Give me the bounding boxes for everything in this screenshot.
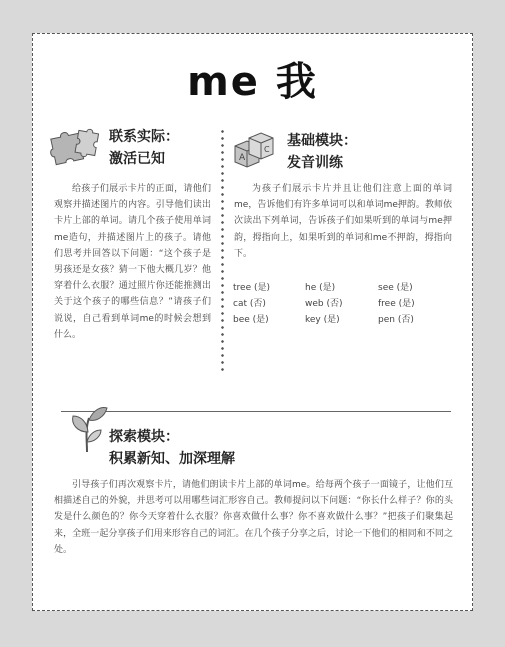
section-divider <box>61 411 451 412</box>
left-section-title <box>109 126 179 170</box>
left-title-line1: 联系实际： <box>109 129 179 145</box>
worksheet-page <box>32 33 473 611</box>
word-item: see (是) <box>378 283 413 293</box>
right-title-line2: 发音训练 <box>287 155 343 171</box>
word-item: cat (否) <box>233 299 266 309</box>
left-title-line2: 激活已知 <box>109 151 165 167</box>
abc-blocks-icon <box>231 130 277 170</box>
word-item: he (是) <box>305 283 336 293</box>
word-item: bee (是) <box>233 315 269 325</box>
svg-text:A: A <box>239 153 246 163</box>
column-divider <box>221 128 224 371</box>
right-section-paragraph: 为孩子们展示卡片并且让他们注意上面的单词me，告诉他们有许多单词可以和单词me押韵。教师依次读出下列单词，告诉孩子们如果听到的单词与me押韵，拇指向上，如果听到的单词和me不押韵，拇指向下。 <box>234 184 452 259</box>
bottom-title-line1: 探索模块： <box>109 429 179 445</box>
puzzle-icon <box>47 126 99 166</box>
left-section-paragraph: 给孩子们展示卡片的正面，请他们观察并描述图片的内容。引导他们读出卡片上部的单词。请几个孩子使用单词me造句，并描述图片上的孩子。请他们思考并回答以下问题：“这个孩子是男孩还是女孩？猜一下他大概几岁？他穿着什么衣服？通过照片你还能推测出关于这个孩子的哪些信息？”请孩子们说说，自己看到单词me的时候会想到什么。 <box>54 184 211 340</box>
bottom-section-paragraph: 引导孩子们再次观察卡片，请他们朗读卡片上部的单词me。给每两个孩子一面镜子，让他们互相描述自己的外貌，并思考可以用哪些词汇形容自己。教师提问以下问题：“你长什么样子？你的头发是什么颜色的？你今天穿着什么衣服？你喜欢做什么事？你不喜欢做什么事？”把孩子们聚集起来，全班一起分享孩子们用来形容自己的词汇。在几个孩子分享之后，讨论一下他们的相同和不同之处。 <box>54 480 453 555</box>
word-item: pen (否) <box>378 315 414 325</box>
page-title: me 我 <box>187 59 318 105</box>
word-item: web (否) <box>305 299 343 309</box>
word-item: tree (是) <box>233 283 270 293</box>
rhyme-word-list <box>233 281 453 328</box>
right-title-line1: 基础模块： <box>287 133 357 149</box>
bottom-title-line2: 积累新知、加深理解 <box>109 451 235 467</box>
sprout-icon <box>67 402 109 454</box>
word-item: key (是) <box>305 315 340 325</box>
svg-text:C: C <box>264 145 270 154</box>
right-section-title <box>287 130 357 174</box>
bottom-section-title <box>109 426 235 470</box>
word-item: free (是) <box>378 299 415 309</box>
